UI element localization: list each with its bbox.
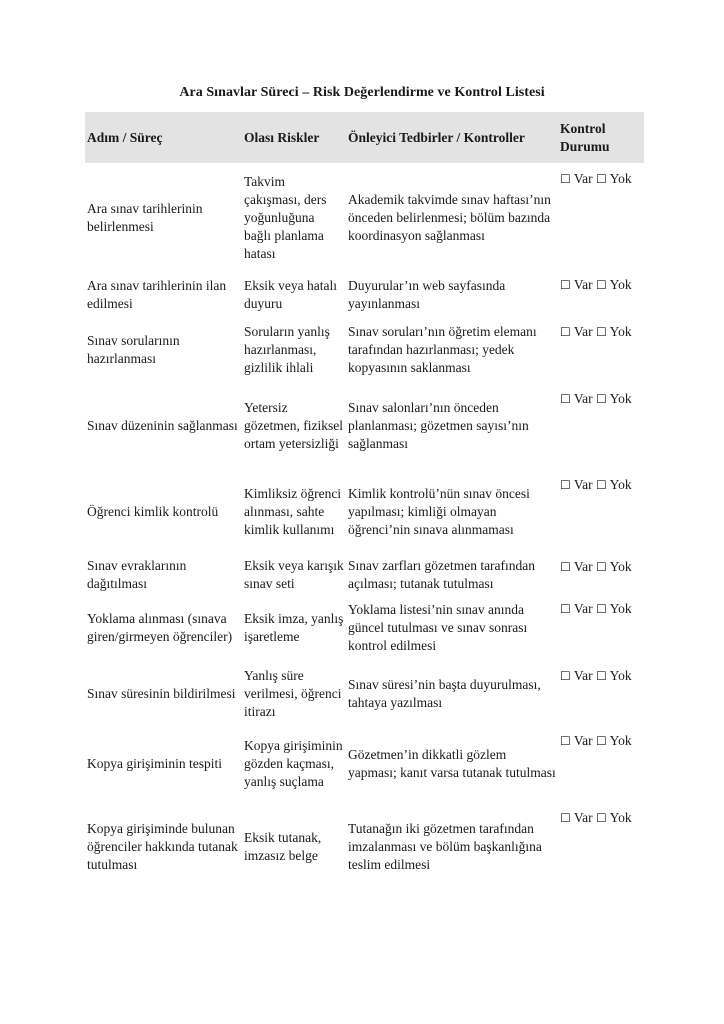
control-cell: Duyurular’ın web sayfasında yayınlanması xyxy=(348,277,506,311)
table-row xyxy=(85,594,644,662)
step-cell: Sınav düzeninin sağlanması xyxy=(87,417,238,433)
status-cell xyxy=(558,469,644,555)
status-cell xyxy=(558,555,644,594)
risk-cell: Eksik veya karışık sınav seti xyxy=(244,557,344,591)
step-cell: Sınav evraklarının dağıtılması xyxy=(87,557,187,591)
status-label-yok: Yok xyxy=(609,391,632,406)
status-cell xyxy=(558,163,644,272)
status-label-var: Var xyxy=(573,277,593,292)
table-header-row xyxy=(85,112,644,163)
status-label-var: Var xyxy=(573,391,593,406)
status-option-var[interactable] xyxy=(560,171,593,186)
step-cell: Sınav süresinin bildirilmesi xyxy=(87,685,236,701)
checkbox-icon[interactable]: ☐ xyxy=(596,669,607,683)
status-cell xyxy=(558,802,644,892)
status-option-var[interactable] xyxy=(560,668,593,683)
table-row xyxy=(85,272,644,317)
checkbox-icon[interactable]: ☐ xyxy=(560,734,571,748)
status-label-yok: Yok xyxy=(609,324,632,339)
header-step: Adım / Süreç xyxy=(85,112,242,163)
status-option-var[interactable] xyxy=(560,277,593,292)
status-option-yok[interactable] xyxy=(596,171,632,186)
table-row xyxy=(85,382,644,469)
checkbox-icon[interactable]: ☐ xyxy=(596,172,607,186)
status-option-var[interactable] xyxy=(560,477,593,492)
status-option-var[interactable] xyxy=(560,601,593,616)
status-label-var: Var xyxy=(573,733,593,748)
step-cell: Kopya girişiminde bulunan öğrenciler hakkında tutanak tutulması xyxy=(87,821,238,872)
risk-checklist-table xyxy=(85,112,644,892)
control-cell: Sınav süresi’nin başta duyurulması, tahtaya yazılması xyxy=(348,676,541,710)
checkbox-icon[interactable]: ☐ xyxy=(596,560,607,574)
checkbox-icon[interactable]: ☐ xyxy=(596,325,607,339)
status-option-yok[interactable] xyxy=(596,733,632,748)
risk-cell: Eksik veya hatalı duyuru xyxy=(244,277,337,311)
header-risks: Olası Riskler xyxy=(242,112,346,163)
status-option-var[interactable] xyxy=(560,391,593,406)
checkbox-icon[interactable]: ☐ xyxy=(560,172,571,186)
control-cell: Tutanağın iki gözetmen tarafından imzalanması ve bölüm başkanlığına teslim edilmesi xyxy=(348,821,542,872)
checkbox-icon[interactable]: ☐ xyxy=(560,392,571,406)
header-status: Kontrol Durumu xyxy=(558,112,644,163)
step-cell: Ara sınav tarihlerinin ilan edilmesi xyxy=(87,277,227,311)
risk-cell: Yetersiz gözetmen, fiziksel ortam yetersizliği xyxy=(244,399,343,451)
table-row xyxy=(85,725,644,802)
table-row xyxy=(85,163,644,272)
checkbox-icon[interactable]: ☐ xyxy=(560,669,571,683)
status-option-yok[interactable] xyxy=(596,277,632,292)
status-cell xyxy=(558,594,644,662)
status-cell xyxy=(558,382,644,469)
status-option-var[interactable] xyxy=(560,324,593,339)
status-option-yok[interactable] xyxy=(596,601,632,616)
table-row xyxy=(85,802,644,892)
status-option-var[interactable] xyxy=(560,810,593,825)
status-label-var: Var xyxy=(573,810,593,825)
checkbox-icon[interactable]: ☐ xyxy=(560,602,571,616)
status-label-var: Var xyxy=(573,477,593,492)
step-cell: Öğrenci kimlik kontrolü xyxy=(87,504,219,519)
risk-cell: Eksik imza, yanlış işaretleme xyxy=(244,611,344,644)
status-option-yok[interactable] xyxy=(596,477,632,492)
risk-cell: Soruların yanlış hazırlanması, gizlilik ihlali xyxy=(244,323,330,375)
status-cell xyxy=(558,317,644,382)
status-label-var: Var xyxy=(573,171,593,186)
checkbox-icon[interactable]: ☐ xyxy=(596,734,607,748)
checkbox-icon[interactable]: ☐ xyxy=(596,811,607,825)
control-cell: Akademik takvimde sınav haftası’nın önceden belirlenmesi; bölüm bazında koordinasyon sağlanması xyxy=(348,191,551,243)
status-option-yok[interactable] xyxy=(596,391,632,406)
status-label-yok: Yok xyxy=(609,277,632,292)
risk-cell: Kimliksiz öğrenci alınması, sahte kimlik kullanımı xyxy=(244,486,342,537)
status-label-yok: Yok xyxy=(609,559,632,574)
table-row xyxy=(85,469,644,555)
checkbox-icon[interactable]: ☐ xyxy=(596,602,607,616)
header-controls: Önleyici Tedbirler / Kontroller xyxy=(346,112,558,163)
checkbox-icon[interactable]: ☐ xyxy=(596,392,607,406)
status-option-yok[interactable] xyxy=(596,668,632,683)
control-cell: Sınav zarfları gözetmen tarafından açılması; tutanak tutulması xyxy=(348,557,536,591)
status-cell xyxy=(558,272,644,317)
status-label-yok: Yok xyxy=(609,477,632,492)
table-row xyxy=(85,662,644,725)
status-label-var: Var xyxy=(573,668,593,683)
control-cell: Kimlik kontrolü’nün sınav öncesi yapılması; kimliği olmayan öğrenci’nin sınava alınmaması xyxy=(348,486,530,537)
control-cell: Yoklama listesi’nin sınav anında güncel tutulması ve sınav sonrası kontrol edilmesi xyxy=(348,602,528,653)
status-label-yok: Yok xyxy=(609,733,632,748)
status-option-yok[interactable] xyxy=(596,559,632,574)
table-row xyxy=(85,555,644,594)
checkbox-icon[interactable]: ☐ xyxy=(560,325,571,339)
status-label-yok: Yok xyxy=(609,171,632,186)
checkbox-icon[interactable]: ☐ xyxy=(560,560,571,574)
status-label-var: Var xyxy=(573,559,593,574)
status-option-var[interactable] xyxy=(560,559,593,574)
checkbox-icon[interactable]: ☐ xyxy=(596,478,607,492)
step-cell: Kopya girişiminin tespiti xyxy=(87,755,222,771)
status-cell xyxy=(558,662,644,725)
step-cell: Yoklama alınması (sınava giren/girmeyen öğrenciler) xyxy=(87,611,233,644)
risk-cell: Takvim çakışması, ders yoğunluğuna bağlı planlama hatası xyxy=(244,173,327,261)
status-label-var: Var xyxy=(573,601,593,616)
status-label-yok: Yok xyxy=(609,668,632,683)
checkbox-icon[interactable]: ☐ xyxy=(560,478,571,492)
control-cell: Sınav soruları’nın öğretim elemanı tarafından hazırlanması; yedek kopyasının saklanması xyxy=(348,323,537,375)
risk-cell: Eksik tutanak, imzasız belge xyxy=(244,830,322,863)
page-title: Ara Sınavlar Süreci – Risk Değerlendirme ve Kontrol Listesi xyxy=(179,85,545,100)
control-cell: Gözetmen’in dikkatli gözlem yapması; kanıt varsa tutanak tutulması xyxy=(348,746,556,780)
status-label-yok: Yok xyxy=(609,601,632,616)
checkbox-icon[interactable]: ☐ xyxy=(596,278,607,292)
control-cell: Sınav salonları’nın önceden planlanması; gözetmen sayısı’nın sağlanması xyxy=(348,399,529,451)
status-label-var: Var xyxy=(573,324,593,339)
risk-cell: Yanlış süre verilmesi, öğrenci itirazı xyxy=(244,667,342,719)
table-row xyxy=(85,317,644,382)
status-option-yok[interactable] xyxy=(596,324,632,339)
checkbox-icon[interactable]: ☐ xyxy=(560,811,571,825)
status-option-yok[interactable] xyxy=(596,810,632,825)
checkbox-icon[interactable]: ☐ xyxy=(560,278,571,292)
status-label-yok: Yok xyxy=(609,810,632,825)
status-cell xyxy=(558,725,644,802)
risk-cell: Kopya girişiminin gözden kaçması, yanlış suçlama xyxy=(244,737,343,789)
step-cell: Ara sınav tarihlerinin belirlenmesi xyxy=(87,200,203,234)
status-option-var[interactable] xyxy=(560,733,593,748)
step-cell: Sınav sorularının hazırlanması xyxy=(87,332,180,366)
